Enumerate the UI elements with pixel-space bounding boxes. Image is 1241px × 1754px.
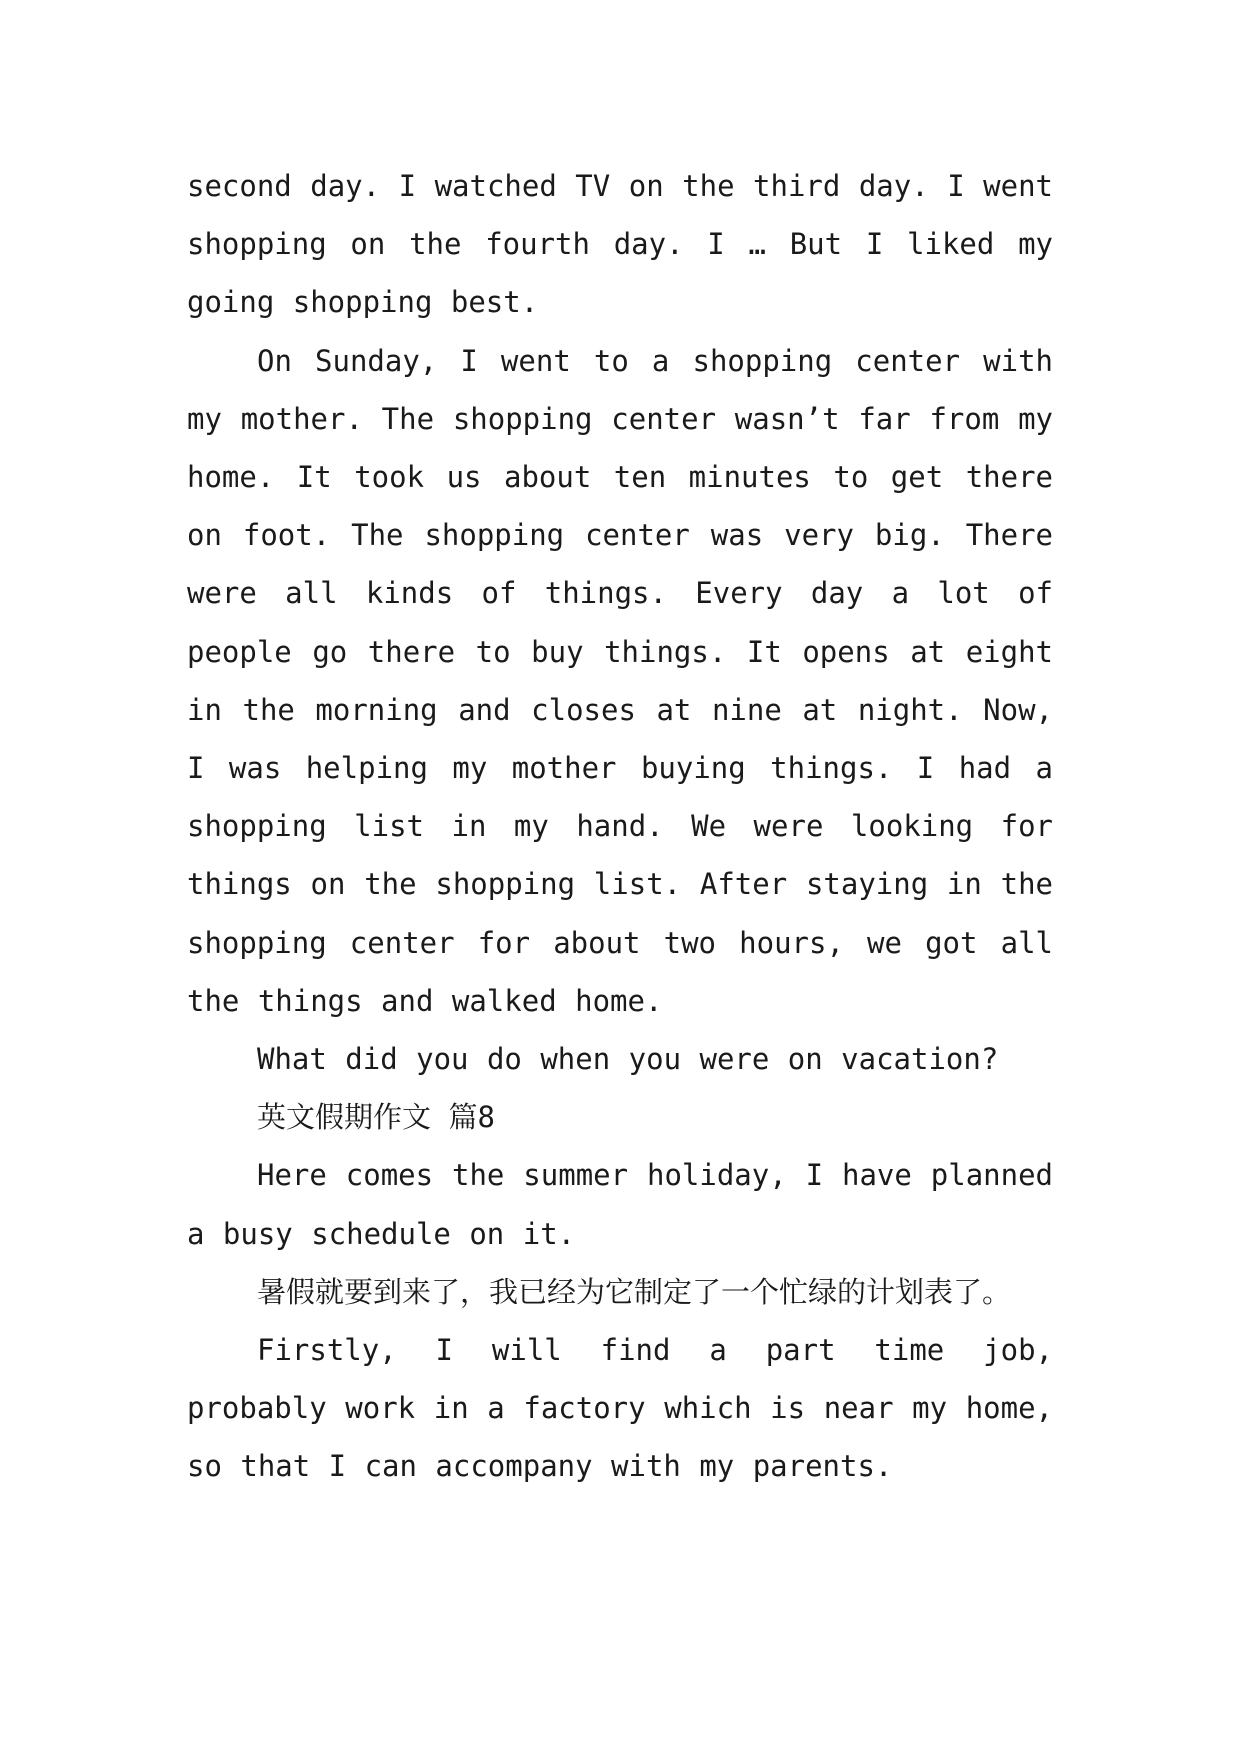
paragraph-summer-holiday: Here comes the summer holiday, I have planned a busy schedule on it. xyxy=(187,1158,1053,1251)
document-page xyxy=(187,157,1053,1496)
paragraph-shopping-center: On Sunday, I went to a shopping center with my mother. The shopping center wasn’t far from my home. It took us about ten minutes to get there on foot. The shopping center was very big. There were all kinds of things. Every day a lot of people go there to buy things. It opens at eight in the morning and closes at nine at night. Now, I was helping my mother buying things. I had a shopping list in my hand. We were looking for things on the shopping list. After staying in the shopping center for about two hours, we got all the things and walked home. xyxy=(187,343,1053,1018)
paragraph-continuation: second day. I watched TV on the third day. I went shopping on the fourth day. I … But I liked my going shopping best. xyxy=(187,169,1053,320)
section-heading: 英文假期作文 篇8 xyxy=(257,1100,495,1135)
paragraph-summer-holiday-chinese: 暑假就要到来了，我已经为它制定了一个忙绿的计划表了。 xyxy=(257,1274,1012,1309)
paragraph-part-time-job: Firstly, I will find a part time job, probably work in a factory which is near my home, so that I can accompany with my parents. xyxy=(187,1333,1053,1484)
paragraph-vacation-question: What did you do when you were on vacation? xyxy=(257,1042,999,1077)
